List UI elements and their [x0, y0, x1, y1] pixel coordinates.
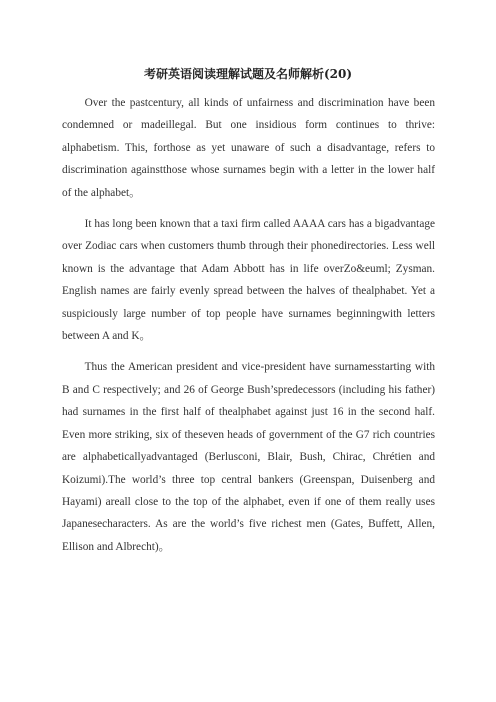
document-body [62, 92, 435, 567]
paragraph-3: Thus the American president and vice-president have surnamesstarting with B and C respectively; and 26 of George Bush’spredecessors (including his father) had surnames in the first half of thealphabet against just 16 in the second half. Even more striking, six of theseven heads of government of the G7 rich countries are alphabeticallyadvantaged (Berlusconi, Blair, Bush, Chirac, Chrétien and Koizumi).The world’s three top central bankers (Greenspan, Duisenberg and Hayami) areall close to the top of the alphabet, even if one of them really uses Japanesecharacters. As are the world’s five richest men (Gates, Buffett, Allen, Ellison and Albrecht)。 [62, 361, 435, 553]
paragraph-2: It has long been known that a taxi firm called AAAA cars has a bigadvantage over Zodiac cars when customers thumb through their phonedirectories. Less well known is the advantage that Adam Abbott has in life overZo&euml; Zysman. English names are fairly evenly spread between the halves of thealphabet. Yet a suspiciously large number of top people have surnames beginningwith letters between A and K。 [62, 218, 435, 343]
document-title: 考研英语阅读理解试题及名师解析(20) [143, 67, 353, 81]
paragraph-1: Over the pastcentury, all kinds of unfairness and discrimination have been condemned or madeillegal. But one insidious form continues to thrive: alphabetism. This, forthose as yet unaware of such a disadvantage, refers to discrimination againstthose whose surnames begin with a letter in the lower half of the alphabet。 [62, 97, 435, 199]
